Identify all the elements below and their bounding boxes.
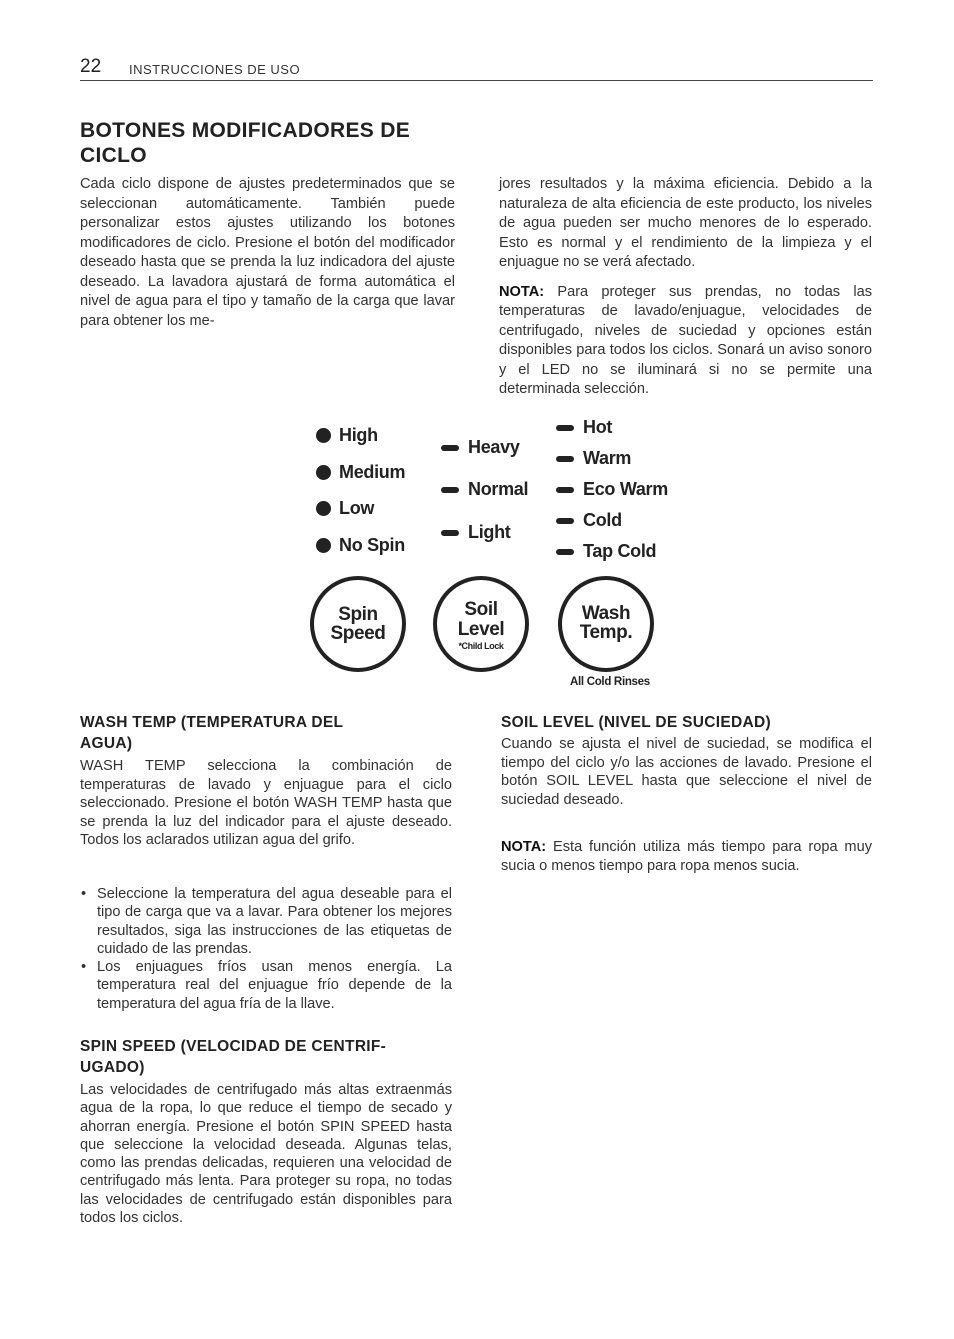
- section-title-line2: CICLO: [80, 144, 147, 167]
- wash-temp-heading-line1: WASH TEMP (TEMPERATURA DEL: [80, 714, 344, 731]
- soil-level-label-line2: Level: [457, 619, 505, 640]
- spin-option-high: High: [339, 425, 378, 445]
- intro-left-text: Cada ciclo dispone de ajustes predeterminados que se seleccionan automáticamente. También puede personalizar estos ajustes utilizando los botones modificadores de ciclo. Presione el botón del modificador deseado hasta que se prenda la luz indicadora del ajuste deseado. La lavadora ajustará de forma automática el nivel de agua para el tipo y tamaño de la carga que lavar para obtener los me-: [80, 176, 455, 329]
- soil-option-heavy: Heavy: [468, 437, 520, 457]
- wash-temp-heading: [80, 712, 460, 754]
- soil-option-normal: Normal: [468, 479, 529, 499]
- temp-cold-indicator: [556, 518, 574, 524]
- soil-option-light: Light: [468, 522, 511, 542]
- temp-option-warm: Warm: [583, 448, 632, 468]
- spin-speed-heading-line2: UGADO): [80, 1059, 145, 1076]
- soil-nota-label: NOTA:: [501, 839, 547, 855]
- temp-option-cold: Cold: [583, 510, 622, 530]
- page-number: 22: [80, 56, 102, 77]
- spin-medium-indicator: [316, 465, 331, 480]
- wash-temp-button[interactable]: [558, 576, 654, 672]
- wash-temp-label-line2: Temp.: [579, 622, 633, 643]
- intro-right-column: [499, 175, 872, 400]
- wash-temp-body: [80, 757, 452, 850]
- spin-speed-label-line1: Spin: [338, 604, 378, 625]
- running-title: INSTRUCCIONES DE USO: [129, 62, 301, 77]
- soil-level-button[interactable]: [433, 576, 529, 672]
- spin-speed-heading-line1: SPIN SPEED (VELOCIDAD DE CENTRIF-: [80, 1038, 387, 1055]
- spin-speed-heading: [80, 1036, 460, 1078]
- spin-speed-body: [80, 1081, 452, 1227]
- wash-temp-heading-line2: AGUA): [80, 735, 133, 752]
- spin-speed-text: Las velocidades de centrifugado más altas extraenmás agua de la ropa, lo que reduce el tiempo de secado y ahorran energía. Presione el botón SPIN SPEED hasta que seleccione la velocidad deseada. Algunas telas, como las prendas delicadas, requieren una velocidad de centrifugado más lenta. Para proteger su ropa, no todas las velocidades de centrifugado están disponibles para todos los ciclos.: [80, 1082, 452, 1227]
- spin-option-nospin: No Spin: [339, 535, 405, 555]
- spin-high-indicator: [316, 428, 331, 443]
- temp-tapcold-indicator: [556, 549, 574, 555]
- temp-option-hot: Hot: [583, 417, 613, 437]
- child-lock-label: *Child Lock: [458, 641, 504, 651]
- temp-option-tapcold: Tap Cold: [583, 541, 657, 561]
- spin-nospin-indicator: [316, 538, 331, 553]
- soil-level-heading: SOIL LEVEL (NIVEL DE SUCIEDAD): [501, 714, 771, 731]
- spin-option-low: Low: [339, 498, 375, 518]
- spin-speed-button[interactable]: [310, 576, 406, 672]
- all-cold-rinses-caption: All Cold Rinses: [570, 676, 650, 688]
- spin-option-medium: Medium: [339, 462, 406, 482]
- soil-normal-indicator: [441, 487, 459, 493]
- soil-nota-text: Esta función utiliza más tiempo para ropa muy sucia o menos tiempo para ropa menos sucia.: [501, 839, 872, 874]
- section-title-line1: BOTONES MODIFICADORES DE: [80, 119, 411, 142]
- control-panel-illustration: [300, 410, 680, 695]
- intro-left-paragraph: [80, 175, 455, 331]
- nota-label: NOTA:: [499, 283, 545, 300]
- spin-speed-label-line2: Speed: [330, 623, 386, 644]
- soil-light-indicator: [441, 530, 459, 536]
- temp-hot-indicator: [556, 425, 574, 431]
- header-rule: [80, 80, 873, 81]
- wash-temp-text: WASH TEMP selecciona la combinación de temperaturas de lavado y enjuague para el ciclo seleccionado. Presione el botón WASH TEMP hasta que se prenda la luz del indicador para el ajuste deseado. Todos los aclarados utilizan agua del grifo.: [80, 758, 452, 849]
- temp-option-ecowarm: Eco Warm: [583, 479, 668, 499]
- list-item: • Seleccione la temperatura del agua deseable para el tipo de carga que va a lavar. Para obtener los mejores resultados, siga las instrucciones de las etiquetas de cuidado de las prendas.: [80, 885, 452, 958]
- temp-ecowarm-indicator: [556, 487, 574, 493]
- temp-warm-indicator: [556, 456, 574, 462]
- intro-right-text: jores resultados y la máxima eficiencia. Debido a la naturaleza de alta eficiencia de este producto, los niveles de agua pueden ser mucho menores de lo esperado. Esto es normal y el rendimiento de la limpieza y el enjuague no se verá afectado.: [499, 176, 872, 270]
- section-title: [80, 118, 500, 168]
- intro-nota: [499, 283, 872, 400]
- wash-temp-label-line1: Wash: [581, 603, 631, 624]
- soil-level-body: [501, 735, 872, 809]
- list-item: • Los enjuagues fríos usan menos energía. La temperatura real del enjuague frío depende de la temperatura del agua fría de la llave.: [80, 958, 452, 1013]
- soil-heavy-indicator: [441, 445, 459, 451]
- soil-level-label-line1: Soil: [464, 599, 498, 620]
- soil-level-nota: [501, 838, 872, 876]
- wash-temp-bullets: [80, 885, 452, 1013]
- soil-level-text: Cuando se ajusta el nivel de suciedad, se modifica el tiempo del ciclo y/o las acciones de lavado. Presione el botón SOIL LEVEL hasta que seleccione el nivel de suciedad deseado.: [501, 736, 872, 808]
- spin-low-indicator: [316, 501, 331, 516]
- nota-text: Para proteger sus prendas, no todas las temperaturas de lavado/enjuague, velocidades de centrifugado, niveles de suciedad y opciones están disponibles para todos los ciclos. Sonará un aviso sonoro y el LED no se iluminará si no se permite una determinada selección.: [499, 283, 872, 397]
